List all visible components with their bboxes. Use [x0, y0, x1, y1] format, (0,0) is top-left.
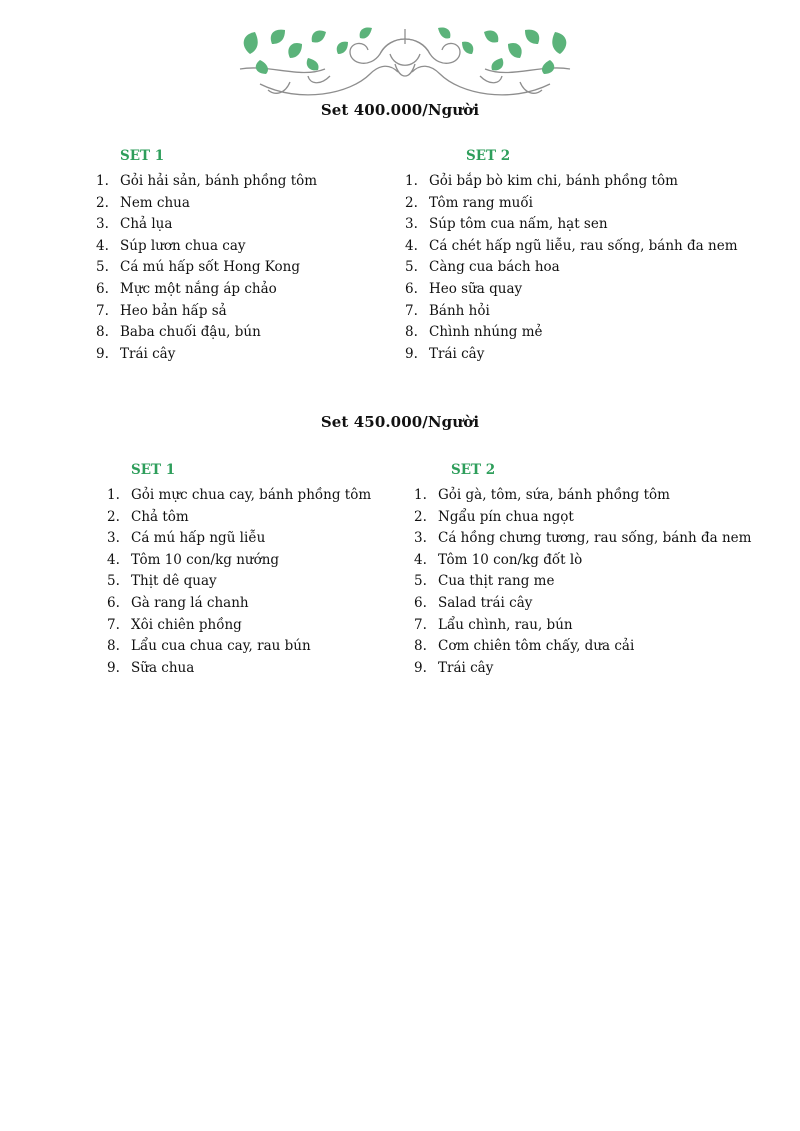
dish-item: 6. Mực một nắng áp chảo — [96, 280, 277, 297]
dish-item: 8. Lẩu cua chua cay, rau bún — [107, 638, 311, 655]
dish-item: 7. Bánh hỏi — [405, 302, 490, 319]
dish-item: 1. Gỏi mực chua cay, bánh phồng tôm — [107, 487, 372, 503]
dish-item: 5. Cá mú hấp sốt Hong Kong — [96, 259, 300, 276]
dish-item: 8. Chình nhúng mẻ — [405, 324, 543, 341]
dish-item: 2. Tôm rang muối — [405, 194, 533, 211]
dish-item: 5. Thịt dê quay — [107, 573, 217, 590]
dish-item: 1. Gỏi gà, tôm, sứa, bánh phồng tôm — [414, 487, 670, 503]
dish-list — [414, 485, 751, 679]
dish-item: 3. Cá hồng chưng tương, rau sống, bánh đa nem — [414, 530, 752, 547]
section-title: Set 400.000/Người — [320, 101, 480, 119]
dish-item: 9. Trái cây — [414, 659, 494, 676]
dish-item: 3. Chả lụa — [96, 216, 173, 233]
menu-set-2 — [414, 461, 751, 679]
dish-list — [96, 171, 317, 365]
dish-item: 4. Tôm 10 con/kg nướng — [107, 551, 280, 568]
dish-item: 6. Gà rang lá chanh — [107, 594, 249, 611]
set-label: SET 2 — [466, 148, 511, 164]
menu-set-2 — [405, 147, 738, 365]
dish-item: 7. Xôi chiên phồng — [107, 616, 242, 633]
dish-list — [405, 171, 738, 365]
dish-item: 4. Cá chét hấp ngũ liễu, rau sống, bánh đa nem — [405, 237, 738, 254]
dish-item: 5. Càng cua bách hoa — [405, 259, 560, 276]
set-label: SET 1 — [131, 462, 176, 478]
dish-item: 9. Trái cây — [96, 345, 176, 362]
section-title: Set 450.000/Người — [320, 413, 480, 431]
set-label: SET 2 — [451, 462, 496, 478]
dish-item: 2. Ngẩu pín chua ngọt — [414, 508, 574, 525]
dish-item: 6. Heo sữa quay — [405, 280, 523, 297]
dish-item: 2. Nem chua — [96, 194, 190, 211]
dish-item: 4. Tôm 10 con/kg đốt lò — [414, 551, 583, 568]
dish-item: 9. Sữa chua — [107, 659, 195, 676]
floral-ornament — [230, 24, 580, 100]
dish-item: 1. Gỏi hải sản, bánh phồng tôm — [96, 173, 318, 189]
dish-item: 6. Salad trái cây — [414, 594, 533, 611]
menu-set-1 — [107, 461, 371, 679]
dish-item: 9. Trái cây — [405, 345, 485, 362]
dish-item: 4. Súp lươn chua cay — [96, 237, 246, 254]
dish-item: 2. Chả tôm — [107, 508, 189, 525]
dish-item: 5. Cua thịt rang me — [414, 573, 555, 590]
set-label: SET 1 — [120, 148, 165, 164]
dish-item: 7. Heo bản hấp sả — [96, 302, 227, 319]
dish-item: 8. Baba chuối đậu, bún — [96, 324, 261, 341]
dish-item: 1. Gỏi bắp bò kim chi, bánh phồng tôm — [405, 173, 678, 189]
dish-list — [107, 485, 371, 679]
dish-item: 3. Súp tôm cua nấm, hạt sen — [405, 216, 608, 233]
menu-set-1 — [96, 147, 317, 365]
dish-item: 7. Lẩu chình, rau, bún — [414, 616, 573, 633]
dish-item: 3. Cá mú hấp ngũ liễu — [107, 530, 266, 547]
dish-item: 8. Cơm chiên tôm chấy, dưa cải — [414, 638, 635, 655]
